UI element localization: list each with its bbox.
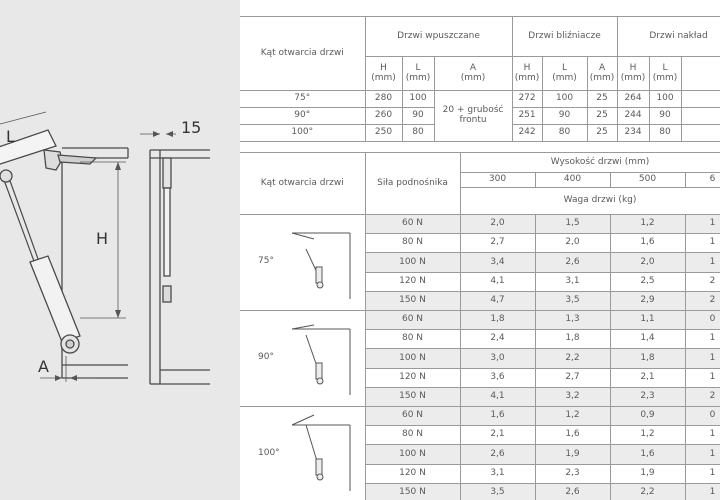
t2-weight-cell: 1,8	[610, 349, 685, 368]
t1-cell: 280	[365, 91, 402, 108]
t1-cell	[681, 108, 720, 125]
t2-force: 120 N	[365, 464, 460, 483]
t2-weight-cell: 1,9	[535, 445, 610, 464]
t2-weight-cell: 0	[685, 311, 720, 330]
t2-weight-cell: 1	[685, 368, 720, 387]
t2-weight-cell: 2	[685, 291, 720, 310]
t2-weight-cell: 3,0	[460, 349, 535, 368]
t2-weight-cell: 2,2	[535, 349, 610, 368]
gas-lift-diagram	[0, 0, 240, 500]
t2-weight-cell: 3,4	[460, 253, 535, 272]
t1-angle: 90°	[240, 108, 365, 125]
t2-weight-cell: 1	[685, 215, 720, 234]
t2-weight-cell: 4,7	[460, 291, 535, 310]
t2-weight-cell: 1	[685, 426, 720, 445]
t2-force: 150 N	[365, 291, 460, 310]
t1-cell: 251	[512, 108, 542, 125]
t2-weight-cell: 2,6	[535, 253, 610, 272]
t1-sub-L: L (mm)	[542, 57, 587, 91]
t2-weight-cell: 2,2	[610, 483, 685, 500]
t2-angle: 75°	[258, 256, 274, 266]
t2-force: 150 N	[365, 483, 460, 500]
t2-weight-cell: 2,1	[610, 368, 685, 387]
t1-cell: 80	[649, 125, 681, 142]
t2-weight-cell: 2,0	[535, 234, 610, 253]
t2-weight-cell: 1	[685, 253, 720, 272]
dimensions-table	[240, 16, 720, 142]
table-row	[240, 91, 720, 108]
t2-weight-cell: 1,4	[610, 330, 685, 349]
t2-weight-header: Waga drzwi (kg)	[460, 188, 720, 215]
t2-height-col: 6	[685, 173, 720, 188]
t2-angle-header: Kąt otwarcia drzwi	[240, 153, 365, 215]
label-H: H	[96, 229, 109, 248]
t2-weight-cell: 1	[685, 483, 720, 500]
t1-group-overlay: Drzwi nakład	[617, 17, 720, 57]
t2-weight-cell: 2,0	[460, 215, 535, 234]
t2-weight-cell: 1,5	[535, 215, 610, 234]
t1-cell: 25	[587, 108, 617, 125]
t2-weight-cell: 2,6	[460, 445, 535, 464]
door-weight-table	[240, 152, 720, 500]
t2-force: 100 N	[365, 349, 460, 368]
specification-tables	[240, 0, 720, 500]
t2-weight-cell: 2,3	[535, 464, 610, 483]
t2-height-col: 300	[460, 173, 535, 188]
t1-cell: 264	[617, 91, 649, 108]
t2-force-header: Siła podnośnika	[365, 153, 460, 215]
t1-cell: 90	[402, 108, 434, 125]
t2-force: 100 N	[365, 445, 460, 464]
t2-force: 60 N	[365, 407, 460, 426]
t2-force: 80 N	[365, 234, 460, 253]
t2-weight-cell: 1	[685, 349, 720, 368]
t2-weight-cell: 1	[685, 464, 720, 483]
t1-cell: 100	[542, 91, 587, 108]
t2-weight-cell: 3,1	[460, 464, 535, 483]
t2-weight-cell: 2,3	[610, 387, 685, 406]
t2-weight-cell: 1	[685, 330, 720, 349]
t2-weight-cell: 3,6	[460, 368, 535, 387]
angle-thumbnail-icon	[284, 413, 354, 493]
t1-cell	[681, 91, 720, 108]
t1-a-merged: 20 + grubość frontu	[434, 91, 512, 142]
t2-angle-group	[240, 311, 365, 407]
t2-weight-cell: 1,2	[610, 215, 685, 234]
t2-weight-cell: 2,9	[610, 291, 685, 310]
t2-force: 80 N	[365, 426, 460, 445]
angle-thumbnail-icon	[284, 221, 354, 301]
t2-height-col: 500	[610, 173, 685, 188]
t2-weight-cell: 1,2	[535, 407, 610, 426]
t1-sub-H: H (mm)	[512, 57, 542, 91]
t1-cell: 90	[649, 108, 681, 125]
t1-cell: 260	[365, 108, 402, 125]
t1-sub-H: H (mm)	[365, 57, 402, 91]
t2-force: 120 N	[365, 272, 460, 291]
t2-angle-group	[240, 215, 365, 311]
t1-cell: 100	[649, 91, 681, 108]
t1-sub-L: L (mm)	[402, 57, 434, 91]
t2-force: 100 N	[365, 253, 460, 272]
t2-weight-cell: 0	[685, 407, 720, 426]
t2-weight-cell: 3,5	[535, 291, 610, 310]
t1-cell: 244	[617, 108, 649, 125]
t2-angle-group	[240, 407, 365, 500]
t2-weight-cell: 1	[685, 234, 720, 253]
t2-weight-cell: 1	[685, 445, 720, 464]
label-L: L	[6, 127, 15, 146]
table-row	[240, 407, 720, 426]
t2-weight-cell: 2,4	[460, 330, 535, 349]
t2-weight-cell: 4,1	[460, 387, 535, 406]
label-15: 15	[181, 118, 202, 137]
t2-weight-cell: 3,5	[460, 483, 535, 500]
t1-sub-L: L (mm)	[649, 57, 681, 91]
technical-drawing-panel	[0, 0, 240, 500]
t2-weight-cell: 2,0	[610, 253, 685, 272]
t2-weight-cell: 1,6	[610, 234, 685, 253]
t1-cell: 272	[512, 91, 542, 108]
t2-weight-cell: 2	[685, 272, 720, 291]
t2-weight-cell: 1,6	[610, 445, 685, 464]
t1-sub-H: H (mm)	[617, 57, 649, 91]
t2-weight-cell: 4,1	[460, 272, 535, 291]
t2-weight-cell: 2,6	[535, 483, 610, 500]
t1-cell: 25	[587, 125, 617, 142]
t2-weight-cell: 2	[685, 387, 720, 406]
t2-weight-cell: 1,1	[610, 311, 685, 330]
t1-angle: 100°	[240, 125, 365, 142]
t1-angle: 75°	[240, 91, 365, 108]
t1-group-flush: Drzwi wpuszczane	[365, 17, 512, 57]
t1-cell: 80	[402, 125, 434, 142]
t2-weight-cell: 3,2	[535, 387, 610, 406]
t2-weight-cell: 1,3	[535, 311, 610, 330]
t2-height-header: Wysokość drzwi (mm)	[460, 153, 720, 173]
t2-weight-cell: 1,9	[610, 464, 685, 483]
t2-force: 120 N	[365, 368, 460, 387]
t1-cell: 90	[542, 108, 587, 125]
t1-angle-header: Kąt otwarcia drzwi	[240, 17, 365, 91]
t2-weight-cell: 1,2	[610, 426, 685, 445]
label-A: A	[38, 357, 49, 376]
table-row	[240, 311, 720, 330]
t2-weight-cell: 3,1	[535, 272, 610, 291]
t2-weight-cell: 2,7	[460, 234, 535, 253]
t2-weight-cell: 1,8	[460, 311, 535, 330]
t2-weight-cell: 0,9	[610, 407, 685, 426]
table-row	[240, 215, 720, 234]
t1-cell	[681, 125, 720, 142]
t1-cell: 242	[512, 125, 542, 142]
angle-thumbnail-icon	[284, 317, 354, 397]
t1-sub-A	[681, 57, 720, 91]
t2-weight-cell: 1,6	[460, 407, 535, 426]
t1-cell: 80	[542, 125, 587, 142]
t1-cell: 25	[587, 91, 617, 108]
t2-height-col: 400	[535, 173, 610, 188]
t1-cell: 234	[617, 125, 649, 142]
t1-sub-A: A (mm)	[434, 57, 512, 91]
t2-force: 60 N	[365, 311, 460, 330]
t2-weight-cell: 2,1	[460, 426, 535, 445]
t1-sub-A: A (mm)	[587, 57, 617, 91]
t2-angle: 100°	[258, 448, 280, 458]
t2-force: 150 N	[365, 387, 460, 406]
t1-group-twin: Drzwi bliźniacze	[512, 17, 617, 57]
t2-force: 80 N	[365, 330, 460, 349]
t2-weight-cell: 2,5	[610, 272, 685, 291]
t2-force: 60 N	[365, 215, 460, 234]
t2-weight-cell: 1,8	[535, 330, 610, 349]
t1-cell: 250	[365, 125, 402, 142]
t1-cell: 100	[402, 91, 434, 108]
t2-angle: 90°	[258, 352, 274, 362]
t2-weight-cell: 2,7	[535, 368, 610, 387]
t2-weight-cell: 1,6	[535, 426, 610, 445]
